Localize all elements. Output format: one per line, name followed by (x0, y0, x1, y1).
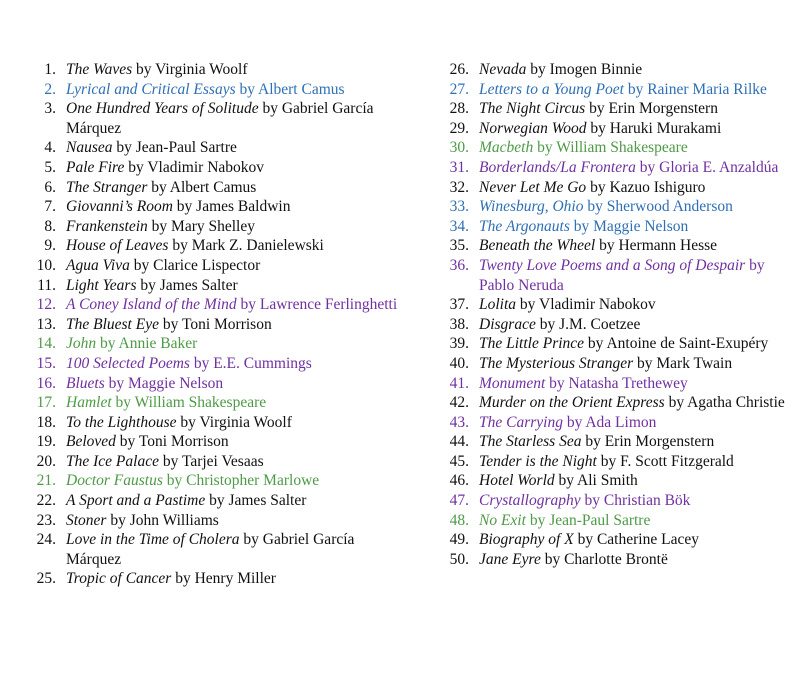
book-list-item (30, 413, 400, 433)
book-number: 44. (449, 433, 469, 451)
book-author: by Gloria E. Anzaldúa (639, 158, 779, 176)
book-author: by Rainer Maria Rilke (627, 80, 767, 98)
book-list-item (443, 491, 788, 511)
book-title: Monument (479, 374, 546, 392)
book-author: by Catherine Lacey (577, 531, 699, 549)
book-title: Hotel World (479, 472, 555, 490)
book-list-item (30, 511, 400, 531)
book-list-item (30, 60, 400, 80)
book-number: 19. (36, 433, 56, 451)
book-author: by Christopher Marlowe (166, 472, 320, 490)
book-list-item (443, 178, 788, 198)
book-author: by Mark Z. Danielewski (172, 237, 324, 255)
book-title: Letters to a Young Poet (479, 80, 624, 98)
book-author: by Jean-Paul Sartre (529, 511, 651, 529)
book-number: 1. (44, 61, 56, 78)
book-title: Doctor Faustus (66, 472, 163, 490)
book-list-item (30, 569, 400, 589)
book-title: The Ice Palace (66, 452, 159, 470)
book-number: 48. (449, 511, 469, 529)
book-list-item (443, 138, 788, 158)
book-author: by J.M. Coetzee (539, 315, 641, 333)
book-author: by Hermann Hesse (599, 237, 718, 255)
book-title: Beloved (66, 433, 116, 451)
book-number: 16. (36, 374, 56, 392)
book-number: 34. (449, 217, 469, 235)
book-number: 36. (449, 256, 469, 274)
book-list-item (30, 471, 400, 491)
book-title: The Mysterious Stranger (479, 354, 634, 372)
book-title: The Carrying (479, 413, 563, 431)
book-author: by Vladimir Nabokov (519, 296, 656, 314)
book-title: Norwegian Wood (479, 119, 587, 137)
book-list-item (443, 354, 788, 374)
book-author: by Virginia Woolf (180, 413, 292, 431)
book-list-item (443, 256, 788, 295)
book-title: Giovanni’s Room (66, 198, 173, 216)
book-number: 33. (449, 198, 469, 216)
book-list-item (443, 295, 788, 315)
book-list-item (443, 550, 788, 570)
book-number: 9. (44, 237, 56, 255)
book-author: by Kazuo Ishiguro (590, 178, 706, 196)
book-list-item (443, 60, 788, 80)
book-title: The Night Circus (479, 100, 586, 118)
book-list-item (30, 354, 400, 374)
book-title: Tropic of Cancer (66, 570, 172, 588)
book-title: Bluets (66, 374, 105, 392)
book-author: by James Salter (140, 276, 238, 294)
book-number: 7. (44, 198, 56, 216)
book-author: by Lawrence Ferlinghetti (240, 296, 398, 314)
book-title: The Waves (66, 61, 133, 78)
book-number: 3. (44, 100, 56, 118)
book-title: Light Years (66, 276, 137, 294)
book-list-item (443, 197, 788, 217)
book-author: by Christian Bök (584, 492, 691, 510)
book-list-item (30, 178, 400, 198)
book-title: Macbeth (479, 139, 534, 157)
book-author: by Maggie Nelson (573, 217, 689, 235)
book-author: by Agatha Christie (668, 394, 785, 412)
book-title: Love in the Time of Cholera (66, 531, 240, 549)
book-number: 27. (449, 80, 469, 98)
book-author: by John Williams (110, 511, 219, 529)
book-author: by Maggie Nelson (108, 374, 224, 392)
book-number: 21. (36, 472, 56, 490)
book-list-item (30, 530, 400, 569)
book-author: by Albert Camus (151, 178, 257, 196)
book-number: 5. (44, 158, 56, 176)
book-title: Twenty Love Poems and a Song of Despair (479, 256, 746, 274)
book-list-item (443, 471, 788, 491)
book-list-item (30, 197, 400, 217)
book-number: 17. (36, 394, 56, 412)
book-title: John (66, 335, 97, 353)
book-author: by Albert Camus (239, 80, 345, 98)
book-title: Biography of X (479, 531, 574, 549)
book-list-item (443, 80, 788, 100)
book-title: Beneath the Wheel (479, 237, 596, 255)
book-title: Nausea (66, 139, 113, 157)
book-author: by James Baldwin (176, 198, 291, 216)
book-author: by Ada Limon (566, 413, 657, 431)
book-list-item (443, 393, 788, 413)
book-list-item (443, 119, 788, 139)
book-author: by Haruki Murakami (590, 119, 722, 137)
book-number: 35. (449, 237, 469, 255)
book-number: 14. (36, 335, 56, 353)
book-list-item (30, 315, 400, 335)
book-title: The Little Prince (479, 335, 585, 353)
book-author: by Virginia Woolf (136, 61, 248, 78)
book-title: No Exit (479, 511, 526, 529)
book-author: by Natasha Trethewey (549, 374, 688, 392)
book-author: by Gabriel García Márquez (66, 100, 374, 137)
book-list-item (443, 452, 788, 472)
book-number: 42. (449, 394, 469, 412)
book-title: Murder on the Orient Express (479, 394, 665, 412)
book-author: by Vladimir Nabokov (128, 158, 265, 176)
book-list-item (443, 530, 788, 550)
book-number: 13. (36, 315, 56, 333)
book-list-item (443, 432, 788, 452)
book-author: by Clarice Lispector (133, 256, 261, 274)
book-list-item (443, 236, 788, 256)
book-title: Lolita (479, 296, 517, 314)
book-title: Borderlands/La Frontera (479, 158, 636, 176)
book-author: by Annie Baker (100, 335, 198, 353)
book-title: Never Let Me Go (479, 178, 587, 196)
book-number: 46. (449, 472, 469, 490)
book-list-item (30, 295, 400, 315)
book-list-item (30, 236, 400, 256)
book-author: by F. Scott Fitzgerald (600, 452, 734, 470)
book-list-item (443, 158, 788, 178)
book-list-item (30, 80, 400, 100)
book-number: 29. (449, 119, 469, 137)
book-author: by Jean-Paul Sartre (116, 139, 237, 157)
book-number: 22. (36, 492, 56, 510)
book-title: Frankenstein (66, 217, 148, 235)
book-list-item (443, 99, 788, 119)
book-author: by James Salter (209, 492, 307, 510)
book-list-item (30, 158, 400, 178)
book-number: 47. (449, 492, 469, 510)
book-author: by Antoine de Saint-Exupéry (587, 335, 769, 353)
book-title: House of Leaves (66, 237, 169, 255)
book-number: 25. (36, 570, 56, 588)
book-list-item (443, 334, 788, 354)
book-list-item (30, 334, 400, 354)
book-list-left-column (30, 60, 400, 589)
book-list-item (30, 374, 400, 394)
book-number: 30. (449, 139, 469, 157)
book-author: by Ali Smith (558, 472, 638, 490)
book-number: 20. (36, 452, 56, 470)
book-number: 49. (449, 531, 469, 549)
book-number: 50. (449, 550, 469, 568)
book-title: Stoner (66, 511, 107, 529)
book-list-item (30, 276, 400, 296)
book-number: 6. (44, 178, 56, 196)
book-title: A Coney Island of the Mind (66, 296, 237, 314)
book-number: 4. (44, 139, 56, 157)
book-title: Jane Eyre (479, 550, 541, 568)
book-author: by Henry Miller (175, 570, 276, 588)
book-title: Tender is the Night (479, 452, 597, 470)
book-author: by William Shakespeare (115, 394, 267, 412)
book-number: 26. (449, 61, 469, 78)
book-number: 32. (449, 178, 469, 196)
book-author: by Sherwood Anderson (587, 198, 733, 216)
book-list-item (443, 374, 788, 394)
book-number: 24. (36, 531, 56, 549)
book-list-item (30, 432, 400, 452)
book-title: Agua Viva (66, 256, 130, 274)
book-number: 15. (36, 354, 56, 372)
book-number: 39. (449, 335, 469, 353)
book-number: 10. (36, 256, 56, 274)
book-number: 43. (449, 413, 469, 431)
book-list-item (30, 452, 400, 472)
book-list-item (443, 413, 788, 433)
book-list-item (443, 217, 788, 237)
book-title: Pale Fire (66, 158, 125, 176)
book-number: 11. (37, 276, 56, 294)
book-title: One Hundred Years of Solitude (66, 100, 259, 118)
book-title: To the Lighthouse (66, 413, 177, 431)
book-author: by Pablo Neruda (479, 256, 765, 294)
book-title: The Argonauts (479, 217, 570, 235)
book-list-item (30, 256, 400, 276)
book-number: 2. (44, 80, 56, 98)
book-number: 23. (36, 511, 56, 529)
book-author: by Charlotte Brontë (544, 550, 668, 568)
book-title: 100 Selected Poems (66, 354, 190, 372)
book-list-item (30, 491, 400, 511)
book-title: The Stranger (66, 178, 148, 196)
book-title: The Starless Sea (479, 433, 582, 451)
book-title: Disgrace (479, 315, 536, 333)
book-author: by William Shakespeare (537, 139, 688, 157)
book-title: The Bluest Eye (66, 315, 159, 333)
book-title: A Sport and a Pastime (66, 492, 206, 510)
book-author: by Gabriel García Márquez (66, 531, 355, 568)
book-title: Lyrical and Critical Essays (66, 80, 236, 98)
book-list-item (443, 511, 788, 531)
book-author: by Toni Morrison (162, 315, 272, 333)
book-author: by Erin Morgenstern (589, 100, 718, 118)
book-author: by Toni Morrison (119, 433, 229, 451)
book-number: 41. (449, 374, 469, 392)
book-author: by Erin Morgenstern (585, 433, 715, 451)
book-list-item (30, 99, 400, 138)
book-number: 28. (449, 100, 469, 118)
book-title: Crystallography (479, 492, 581, 510)
book-author: by Mary Shelley (151, 217, 255, 235)
book-number: 12. (36, 296, 56, 314)
book-number: 45. (449, 452, 469, 470)
book-number: 38. (449, 315, 469, 333)
book-number: 31. (449, 158, 469, 176)
book-list-item (30, 138, 400, 158)
book-number: 8. (44, 217, 56, 235)
book-author: by Mark Twain (637, 354, 733, 372)
book-title: Hamlet (66, 394, 112, 412)
book-list-item (30, 217, 400, 237)
book-title: Winesburg, Ohio (479, 198, 584, 216)
book-title: Nevada (479, 61, 527, 78)
book-number: 40. (449, 354, 469, 372)
book-list-right-column (443, 60, 788, 569)
book-author: by Imogen Binnie (530, 61, 643, 78)
book-number: 37. (449, 296, 469, 314)
book-author: by Tarjei Vesaas (162, 452, 264, 470)
book-list-item (30, 393, 400, 413)
book-list-item (443, 315, 788, 335)
book-author: by E.E. Cummings (193, 354, 312, 372)
book-number: 18. (36, 413, 56, 431)
